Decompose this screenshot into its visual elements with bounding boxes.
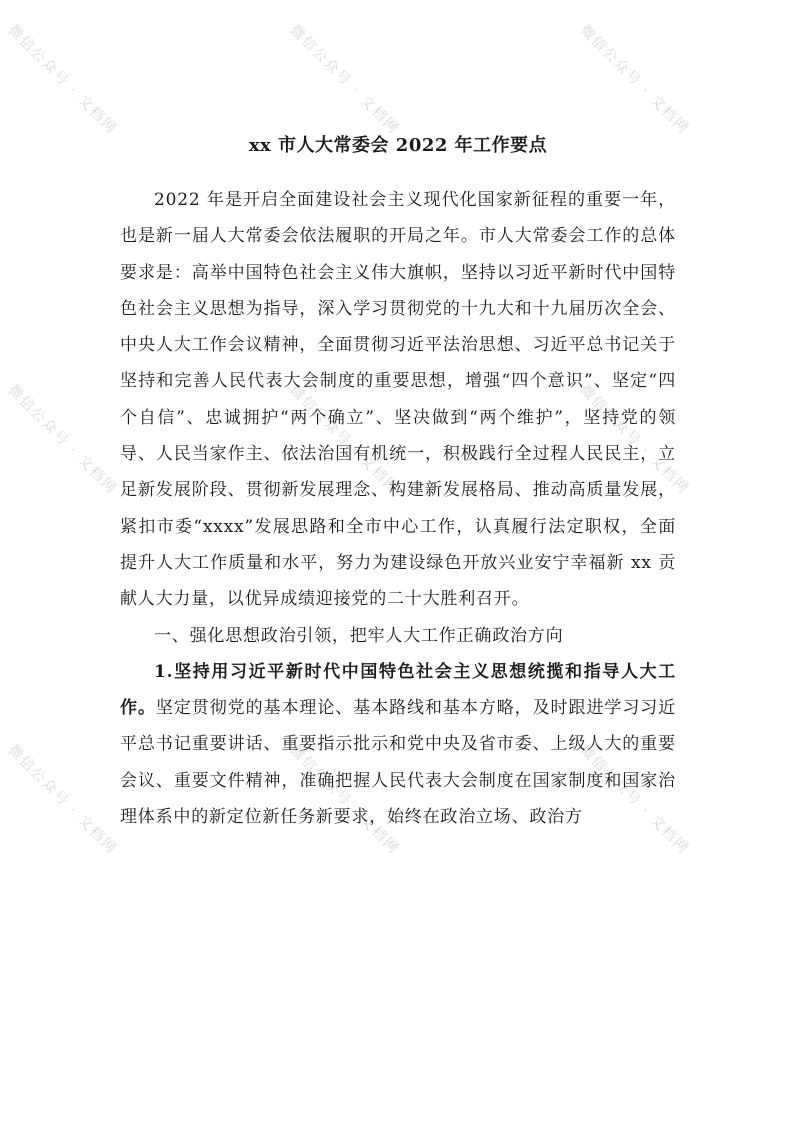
watermark: 微信公众号 · 文档网 (286, 22, 403, 138)
item-1-paragraph (120, 654, 676, 835)
watermark: 微信公众号 · 文档网 (286, 382, 403, 498)
watermark: 微信公众号 · 文档网 (4, 22, 121, 138)
document-title: xx 市人大常委会 2022 年工作要点 (248, 135, 548, 156)
watermark: 微信公众号 · 文档网 (576, 382, 693, 498)
watermark: 微信公众号 · 文档网 (576, 742, 693, 858)
watermark: 微信公众号 · 文档网 (4, 382, 121, 498)
watermark: 微信公众号 · 文档网 (286, 742, 403, 858)
item-1-lead: 1.坚持用习近平新时代中国特色社会主义思想统揽和指导人大工作。 (120, 661, 676, 719)
section-heading: 一、强化思想政治引领，把牢人大工作正确政治方向 (154, 625, 564, 646)
watermark: 微信公众号 · 文档网 (576, 22, 693, 138)
document-body (120, 130, 676, 835)
item-1-body: 坚定贯彻党的基本理论、基本路线和基本方略，及时跟进学习习近平总书记重要讲话、重要指示批示和党中央及省市委、上级人大的重要会议、重要文件精神，准确把握人民代表大会制度在国家制度和国家治理体系中的新定位新任务新要求，始终在政治立场、政治方 (120, 698, 676, 828)
watermark: 微信公众号 · 文档网 (4, 742, 121, 858)
intro-paragraph: 2022 年是开启全面建设社会主义现代化国家新征程的重要一年，也是新一届人大常委会依法履职的开局之年。市人大常委会工作的总体要求是：高举中国特色社会主义伟大旗帜，坚持以习近平新时代中国特色社会主义思想为指导，深入学习贯彻党的十九大和十九届历次全会、中央人大工作会议精神，全面贯彻习近平法治思想、习近平总书记关于坚持和完善人民代表大会制度的重要思想，增强“四个意识”、坚定“四个自信”、忠诚拥护“两个确立”、坚决做到“两个维护”，坚持党的领导、人民当家作主、依法治国有机统一，积极践行全过程人民民主，立足新发展阶段、贯彻新发展理念、构建新发展格局、推动高质量发展，紧扣市委“xxxx”发展思路和全市中心工作，认真履行法定职权，全面提升人大工作质量和水平，努力为建设绿色开放兴业安宁幸福新 xx 贡献人大力量，以优异成绩迎接党的二十大胜利召开。 (120, 190, 676, 610)
